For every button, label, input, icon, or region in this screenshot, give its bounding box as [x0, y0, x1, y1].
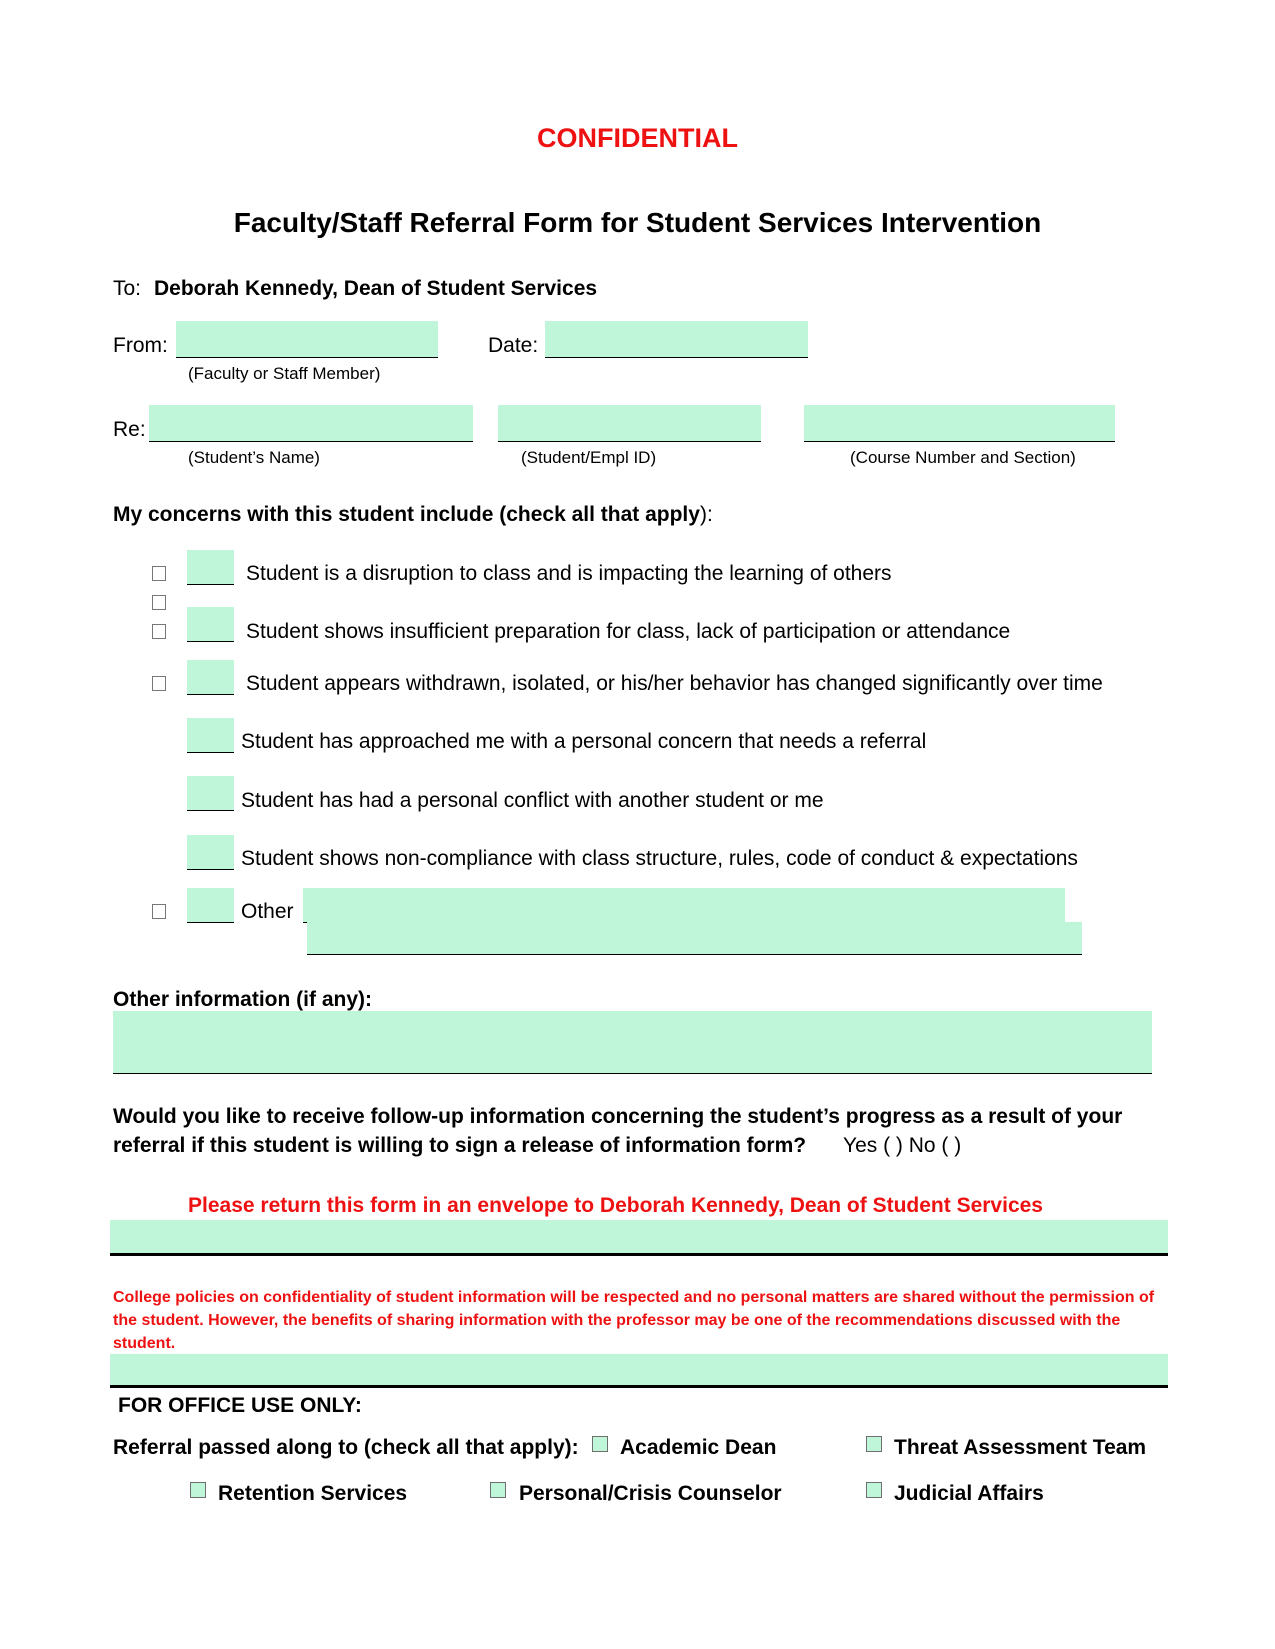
concern-checkbox-extra[interactable] [152, 595, 166, 610]
concern-mark-6[interactable] [187, 835, 234, 870]
course-section-field[interactable] [804, 405, 1115, 442]
crisis-counselor-checkbox[interactable] [490, 1482, 506, 1498]
re-label: Re: [113, 418, 146, 441]
concern-label-4: Student has approached me with a personal concern that needs a referral [241, 730, 927, 753]
from-caption: (Faculty or Staff Member) [188, 364, 381, 383]
concern-mark-2[interactable] [187, 607, 234, 642]
divider-rule-1 [110, 1253, 1168, 1256]
followup-question-line-2: referral if this student is willing to sign a release of information form? [113, 1134, 807, 1157]
return-instruction: Please return this form in an envelope to Deborah Kennedy, Dean of Student Services [188, 1194, 1043, 1217]
concern-mark-other[interactable] [187, 888, 234, 923]
confidentiality-policy-note: College policies on confidentiality of student information will be respected and no personal matters are shared without the permission of the student. However, the benefits of sharing information with the professor may be one of the recommendations discussed with the student. [113, 1289, 1155, 1352]
retention-services-checkbox[interactable] [190, 1482, 206, 1498]
judicial-affairs-label: Judicial Affairs [894, 1482, 1044, 1505]
policy-shaded-band [110, 1354, 1168, 1386]
concern-mark-3[interactable] [187, 660, 234, 695]
concern-label-6: Student shows non-compliance with class structure, rules, code of conduct & expectations [241, 847, 1078, 870]
return-shaded-band [110, 1220, 1168, 1254]
student-id-caption: (Student/Empl ID) [521, 448, 657, 467]
concern-checkbox-1[interactable] [152, 566, 166, 581]
threat-assessment-label: Threat Assessment Team [894, 1436, 1147, 1459]
other-label: Other [241, 900, 294, 923]
academic-dean-label: Academic Dean [620, 1436, 777, 1459]
retention-services-label: Retention Services [218, 1482, 408, 1505]
other-info-line-1[interactable] [113, 1011, 1152, 1040]
concern-checkbox-2[interactable] [152, 624, 166, 639]
to-recipient: Deborah Kennedy, Dean of Student Services [154, 277, 598, 300]
other-field-line-2[interactable] [307, 922, 1082, 955]
from-field[interactable] [176, 321, 438, 358]
concern-label-2: Student shows insufficient preparation for class, lack of participation or attendance [246, 620, 1011, 643]
form-title: Faculty/Staff Referral Form for Student Services Intervention [233, 207, 1042, 238]
confidential-heading: CONFIDENTIAL [537, 123, 738, 153]
judicial-affairs-checkbox[interactable] [866, 1482, 882, 1498]
course-section-caption: (Course Number and Section) [850, 448, 1076, 467]
academic-dean-checkbox[interactable] [592, 1436, 608, 1452]
student-name-caption: (Student’s Name) [188, 448, 320, 467]
date-field[interactable] [545, 321, 808, 358]
date-label: Date: [488, 334, 539, 357]
student-id-field[interactable] [498, 405, 761, 442]
other-info-line-2[interactable] [113, 1039, 1152, 1074]
other-info-label: Other information (if any): [113, 988, 372, 1011]
to-label: To: [113, 277, 142, 300]
concern-mark-5[interactable] [187, 776, 234, 811]
concerns-heading-tail: ): [699, 503, 713, 526]
referral-passed-label: Referral passed along to (check all that apply): [113, 1436, 579, 1459]
from-label: From: [113, 334, 168, 357]
followup-question-line-1: Would you like to receive follow-up information concerning the student’s progress as a result of your [113, 1105, 1123, 1128]
concern-checkbox-3[interactable] [152, 676, 166, 691]
concern-label-3: Student appears withdrawn, isolated, or his/her behavior has changed significantly over time [246, 672, 1103, 695]
threat-assessment-checkbox[interactable] [866, 1436, 882, 1452]
concern-label-1: Student is a disruption to class and is impacting the learning of others [246, 562, 892, 585]
concerns-heading [113, 503, 713, 527]
concern-label-5: Student has had a personal conflict with another student or me [241, 789, 824, 812]
crisis-counselor-label: Personal/Crisis Counselor [519, 1482, 782, 1505]
divider-rule-2 [110, 1385, 1168, 1388]
concern-mark-1[interactable] [187, 550, 234, 585]
concern-mark-4[interactable] [187, 718, 234, 753]
concern-checkbox-other[interactable] [152, 904, 166, 919]
followup-options[interactable]: Yes ( ) No ( ) [843, 1134, 962, 1157]
other-field-line-1[interactable] [303, 888, 1065, 923]
concerns-heading-bold: My concerns with this student include (check all that apply [113, 503, 700, 526]
student-name-field[interactable] [149, 405, 473, 442]
office-use-heading: FOR OFFICE USE ONLY: [118, 1394, 362, 1417]
